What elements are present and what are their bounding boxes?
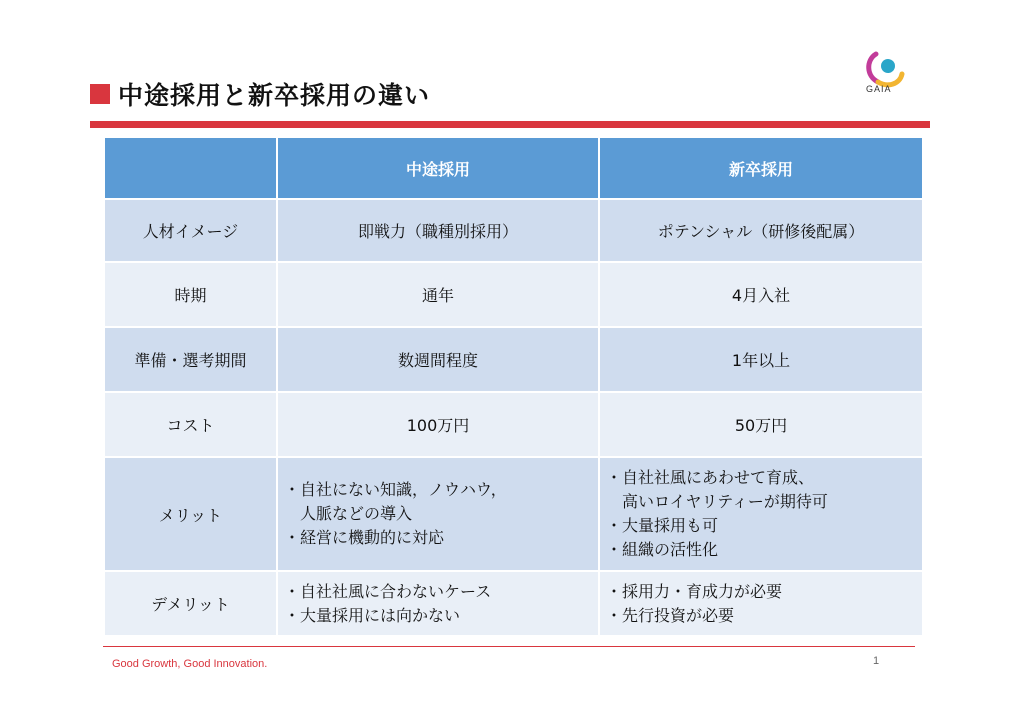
list-item: ・経営に機動的に対応 <box>284 528 445 547</box>
header-cell-midcareer: 中途採用 <box>277 137 599 199</box>
logo-text: GAIA <box>866 84 892 94</box>
row-label: 人材イメージ <box>104 199 277 262</box>
row-label: 時期 <box>104 262 277 327</box>
table-row <box>104 199 923 262</box>
footer-tagline: Good Growth, Good Innovation. <box>112 658 268 670</box>
list-item: ・組織の活性化 <box>606 540 719 559</box>
list-item: ・自社社風にあわせて育成、 <box>606 468 815 487</box>
title-bullet-square <box>90 84 110 104</box>
table-header-row <box>104 137 923 199</box>
row-label: 準備・選考期間 <box>104 327 277 392</box>
list-item: ・大量採用には向かない <box>284 605 461 625</box>
midcareer-cell: 100万円 <box>277 392 599 457</box>
row-label: デメリット <box>104 571 277 636</box>
page-number: 1 <box>873 655 880 667</box>
midcareer-cell <box>277 571 599 636</box>
comparison-table <box>103 136 924 637</box>
page-title-block <box>90 74 430 114</box>
header-cell-empty <box>104 137 277 199</box>
list-item: ・大量採用も可 <box>606 516 719 535</box>
header-cell-newgrad: 新卒採用 <box>599 137 923 199</box>
list-item: ・採用力・育成力が必要 <box>606 581 783 601</box>
table-row <box>104 327 923 392</box>
newgrad-cell <box>599 457 923 571</box>
list-item: 人脈などの導入 <box>300 504 413 523</box>
newgrad-cell: 1年以上 <box>599 327 923 392</box>
list-item: ・先行投資が必要 <box>606 605 735 625</box>
midcareer-cell: 通年 <box>277 262 599 327</box>
table-row <box>104 392 923 457</box>
newgrad-cell: 50万円 <box>599 392 923 457</box>
newgrad-cell: 4月入社 <box>599 262 923 327</box>
newgrad-cell: ポテンシャル（研修後配属） <box>599 199 923 262</box>
table-row <box>104 262 923 327</box>
list-item: 高いロイヤリティーが期待可 <box>622 492 828 511</box>
table-row <box>104 457 923 571</box>
list-item: ・自社社風に合わないケース <box>284 581 492 601</box>
midcareer-cell <box>277 457 599 571</box>
table-row <box>104 571 923 636</box>
row-label: メリット <box>104 457 277 571</box>
title-underline <box>90 121 930 128</box>
midcareer-cell: 即戦力（職種別採用） <box>277 199 599 262</box>
row-label: コスト <box>104 392 277 457</box>
midcareer-cell: 数週間程度 <box>277 327 599 392</box>
newgrad-cell <box>599 571 923 636</box>
footer-divider <box>103 646 915 647</box>
list-item: ・自社にない知識，ノウハウ， <box>284 480 507 499</box>
page-title: 中途採用と新卒採用の違い <box>118 81 431 110</box>
